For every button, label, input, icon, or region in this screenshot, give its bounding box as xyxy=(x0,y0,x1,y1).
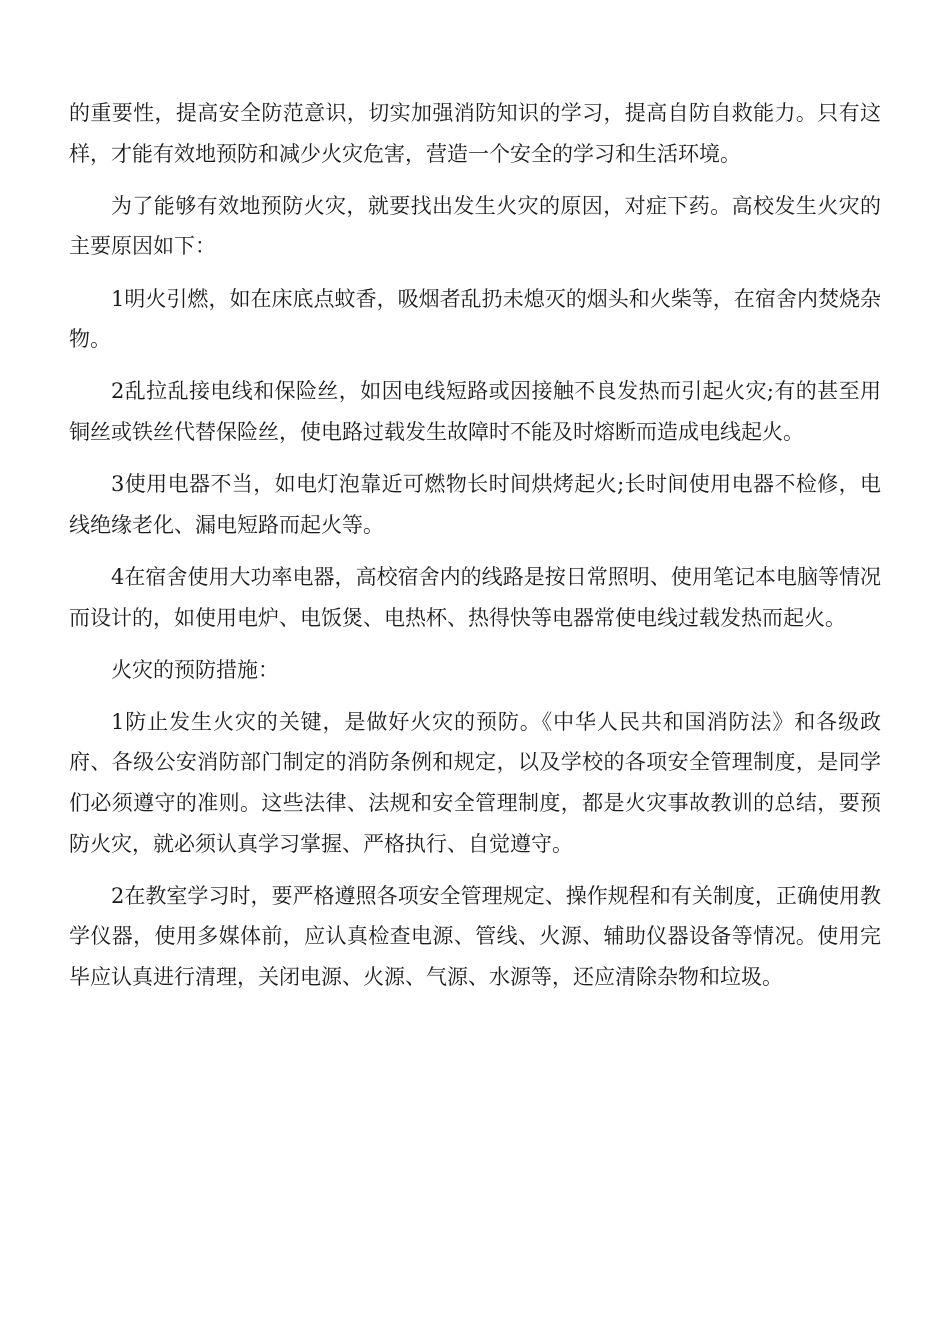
paragraph-causes-intro: 为了能够有效地预防火灾，就要找出发生火灾的原因，对症下药。高校发生火灾的主要原因如下： xyxy=(69,193,881,259)
paragraph-measures-heading: 火灾的预防措施： xyxy=(111,657,279,682)
paragraph-measure-2: 2在教室学习时，要严格遵照各项安全管理规定、操作规程和有关制度，正确使用教学仪器，使用多媒体前，应认真检查电源、管线、火源、辅助仪器设备等情况。使用完毕应认真进行清理，关闭电源、火源、气源、水源等，还应清除杂物和垃圾。 xyxy=(69,883,881,990)
document-page xyxy=(69,93,881,1009)
paragraph-cause-3: 3使用电器不当，如电灯泡靠近可燃物长时间烘烤起火;长时间使用电器不检修，电线绝缘老化、漏电短路而起火等。 xyxy=(69,472,881,537)
paragraph-cause-4: 4在宿舍使用大功率电器，高校宿舍内的线路是按日常照明、使用笔记本电脑等情况而设计的，如使用电炉、电饭煲、电热杯、热得快等电器常使电线过载发热而起火。 xyxy=(69,564,881,630)
paragraph-cause-2: 2乱拉乱接电线和保险丝，如因电线短路或因接触不良发热而引起火灾;有的甚至用铜丝或铁丝代替保险丝，使电路过载发生故障时不能及时熔断而造成电线起火。 xyxy=(69,379,881,444)
paragraph-cause-1: 1明火引燃，如在床底点蚊香，吸烟者乱扔未熄灭的烟头和火柴等，在宿舍内焚烧杂物。 xyxy=(69,286,881,352)
paragraph-continuation: 的重要性，提高安全防范意识，切实加强消防知识的学习，提高自防自救能力。只有这样，才能有效地预防和减少火灾危害，营造一个安全的学习和生活环境。 xyxy=(69,101,881,166)
paragraph-measure-1: 1防止发生火灾的关键，是做好火灾的预防。《中华人民共和国消防法》和各级政府、各级公安消防部门制定的消防条例和规定，以及学校的各项安全管理制度，是同学们必须遵守的准则。这些法律、法规和安全管理制度，都是火灾事故教训的总结，要预防火灾，就必须认真学习掌握、严格执行、自觉遵守。 xyxy=(69,709,881,856)
